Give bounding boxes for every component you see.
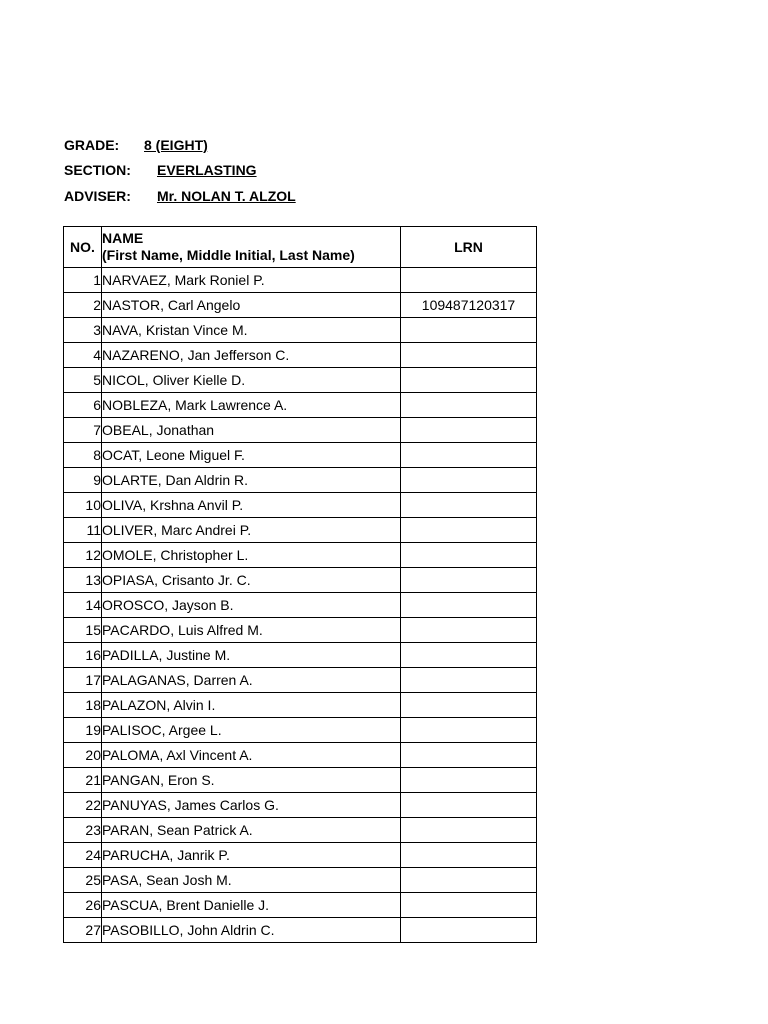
student-name: OLARTE, Dan Aldrin R. <box>102 468 401 493</box>
row-number: 2 <box>64 293 102 318</box>
row-number: 3 <box>64 318 102 343</box>
header-name <box>102 227 401 268</box>
table-row <box>64 443 537 468</box>
adviser-line <box>64 188 296 204</box>
student-lrn <box>401 643 537 668</box>
student-lrn <box>401 518 537 543</box>
row-number: 7 <box>64 418 102 443</box>
student-lrn <box>401 343 537 368</box>
row-number: 26 <box>64 893 102 918</box>
student-name: PASA, Sean Josh M. <box>102 868 401 893</box>
table-row <box>64 293 537 318</box>
row-number: 17 <box>64 668 102 693</box>
student-lrn <box>401 868 537 893</box>
header-row <box>64 227 537 268</box>
student-name: OMOLE, Christopher L. <box>102 543 401 568</box>
student-name: NARVAEZ, Mark Roniel P. <box>102 268 401 293</box>
adviser-value: Mr. NOLAN T. ALZOL <box>157 188 296 204</box>
student-name: PANUYAS, James Carlos G. <box>102 793 401 818</box>
row-number: 23 <box>64 818 102 843</box>
row-number: 18 <box>64 693 102 718</box>
table-row <box>64 343 537 368</box>
table-row <box>64 468 537 493</box>
student-name: PALOMA, Axl Vincent A. <box>102 743 401 768</box>
student-lrn <box>401 843 537 868</box>
student-name: NAZARENO, Jan Jefferson C. <box>102 343 401 368</box>
student-name: OLIVA, Krshna Anvil P. <box>102 493 401 518</box>
row-number: 25 <box>64 868 102 893</box>
row-number: 5 <box>64 368 102 393</box>
student-lrn <box>401 718 537 743</box>
row-number: 22 <box>64 793 102 818</box>
student-lrn <box>401 568 537 593</box>
header-no: NO. <box>64 227 102 268</box>
student-name: PACARDO, Luis Alfred M. <box>102 618 401 643</box>
student-name: PALISOC, Argee L. <box>102 718 401 743</box>
student-name: PADILLA, Justine M. <box>102 643 401 668</box>
row-number: 12 <box>64 543 102 568</box>
student-lrn <box>401 418 537 443</box>
row-number: 10 <box>64 493 102 518</box>
student-lrn <box>401 443 537 468</box>
grade-line <box>64 137 208 153</box>
student-name: PALAZON, Alvin I. <box>102 693 401 718</box>
table-row <box>64 668 537 693</box>
grade-label: GRADE: <box>64 137 120 153</box>
student-lrn <box>401 493 537 518</box>
table-row <box>64 743 537 768</box>
table-row <box>64 768 537 793</box>
grade-value: 8 (EIGHT) <box>144 137 208 153</box>
table-body <box>64 268 537 943</box>
student-name: PARAN, Sean Patrick A. <box>102 818 401 843</box>
student-name: PARUCHA, Janrik P. <box>102 843 401 868</box>
row-number: 6 <box>64 393 102 418</box>
student-name: NICOL, Oliver Kielle D. <box>102 368 401 393</box>
section-line <box>64 162 257 178</box>
table-row <box>64 643 537 668</box>
table-row <box>64 618 537 643</box>
table-row <box>64 543 537 568</box>
table-row <box>64 718 537 743</box>
student-lrn <box>401 918 537 943</box>
table-row <box>64 693 537 718</box>
student-lrn <box>401 368 537 393</box>
table-row <box>64 793 537 818</box>
student-name: OCAT, Leone Miguel F. <box>102 443 401 468</box>
student-lrn <box>401 268 537 293</box>
section-label: SECTION: <box>64 162 131 178</box>
table-row <box>64 893 537 918</box>
table-row <box>64 418 537 443</box>
table-row <box>64 868 537 893</box>
student-lrn <box>401 468 537 493</box>
header-name-subtitle: (First Name, Middle Initial, Last Name) <box>102 247 355 263</box>
student-name: NASTOR, Carl Angelo <box>102 293 401 318</box>
student-lrn <box>401 693 537 718</box>
table-row <box>64 818 537 843</box>
header-lrn: LRN <box>401 227 537 268</box>
student-lrn: 109487120317 <box>401 293 537 318</box>
table-row <box>64 918 537 943</box>
header-name-title: NAME <box>102 230 144 246</box>
student-name: PASOBILLO, John Aldrin C. <box>102 918 401 943</box>
row-number: 8 <box>64 443 102 468</box>
student-name: OBEAL, Jonathan <box>102 418 401 443</box>
row-number: 4 <box>64 343 102 368</box>
table-row <box>64 368 537 393</box>
student-name: PASCUA, Brent Danielle J. <box>102 893 401 918</box>
adviser-label: ADVISER: <box>64 188 131 204</box>
row-number: 11 <box>64 518 102 543</box>
student-lrn <box>401 818 537 843</box>
row-number: 19 <box>64 718 102 743</box>
table-row <box>64 318 537 343</box>
table-row <box>64 593 537 618</box>
table-row <box>64 568 537 593</box>
table-row <box>64 393 537 418</box>
row-number: 15 <box>64 618 102 643</box>
row-number: 24 <box>64 843 102 868</box>
student-lrn <box>401 593 537 618</box>
table-row <box>64 493 537 518</box>
student-name: OLIVER, Marc Andrei P. <box>102 518 401 543</box>
student-lrn <box>401 393 537 418</box>
student-name: PALAGANAS, Darren A. <box>102 668 401 693</box>
row-number: 20 <box>64 743 102 768</box>
row-number: 14 <box>64 593 102 618</box>
student-lrn <box>401 768 537 793</box>
student-name: PANGAN, Eron S. <box>102 768 401 793</box>
student-name: OPIASA, Crisanto Jr. C. <box>102 568 401 593</box>
row-number: 21 <box>64 768 102 793</box>
table-row <box>64 518 537 543</box>
student-name: OROSCO, Jayson B. <box>102 593 401 618</box>
student-lrn <box>401 793 537 818</box>
section-value: EVERLASTING <box>157 162 257 178</box>
student-name: NOBLEZA, Mark Lawrence A. <box>102 393 401 418</box>
student-lrn <box>401 668 537 693</box>
student-lrn <box>401 618 537 643</box>
row-number: 9 <box>64 468 102 493</box>
student-lrn <box>401 743 537 768</box>
row-number: 1 <box>64 268 102 293</box>
student-lrn <box>401 893 537 918</box>
student-lrn <box>401 318 537 343</box>
table-row <box>64 268 537 293</box>
row-number: 27 <box>64 918 102 943</box>
student-name: NAVA, Kristan Vince M. <box>102 318 401 343</box>
student-lrn <box>401 543 537 568</box>
row-number: 13 <box>64 568 102 593</box>
table-header <box>64 227 537 268</box>
student-roster-table <box>63 226 537 943</box>
row-number: 16 <box>64 643 102 668</box>
table-row <box>64 843 537 868</box>
